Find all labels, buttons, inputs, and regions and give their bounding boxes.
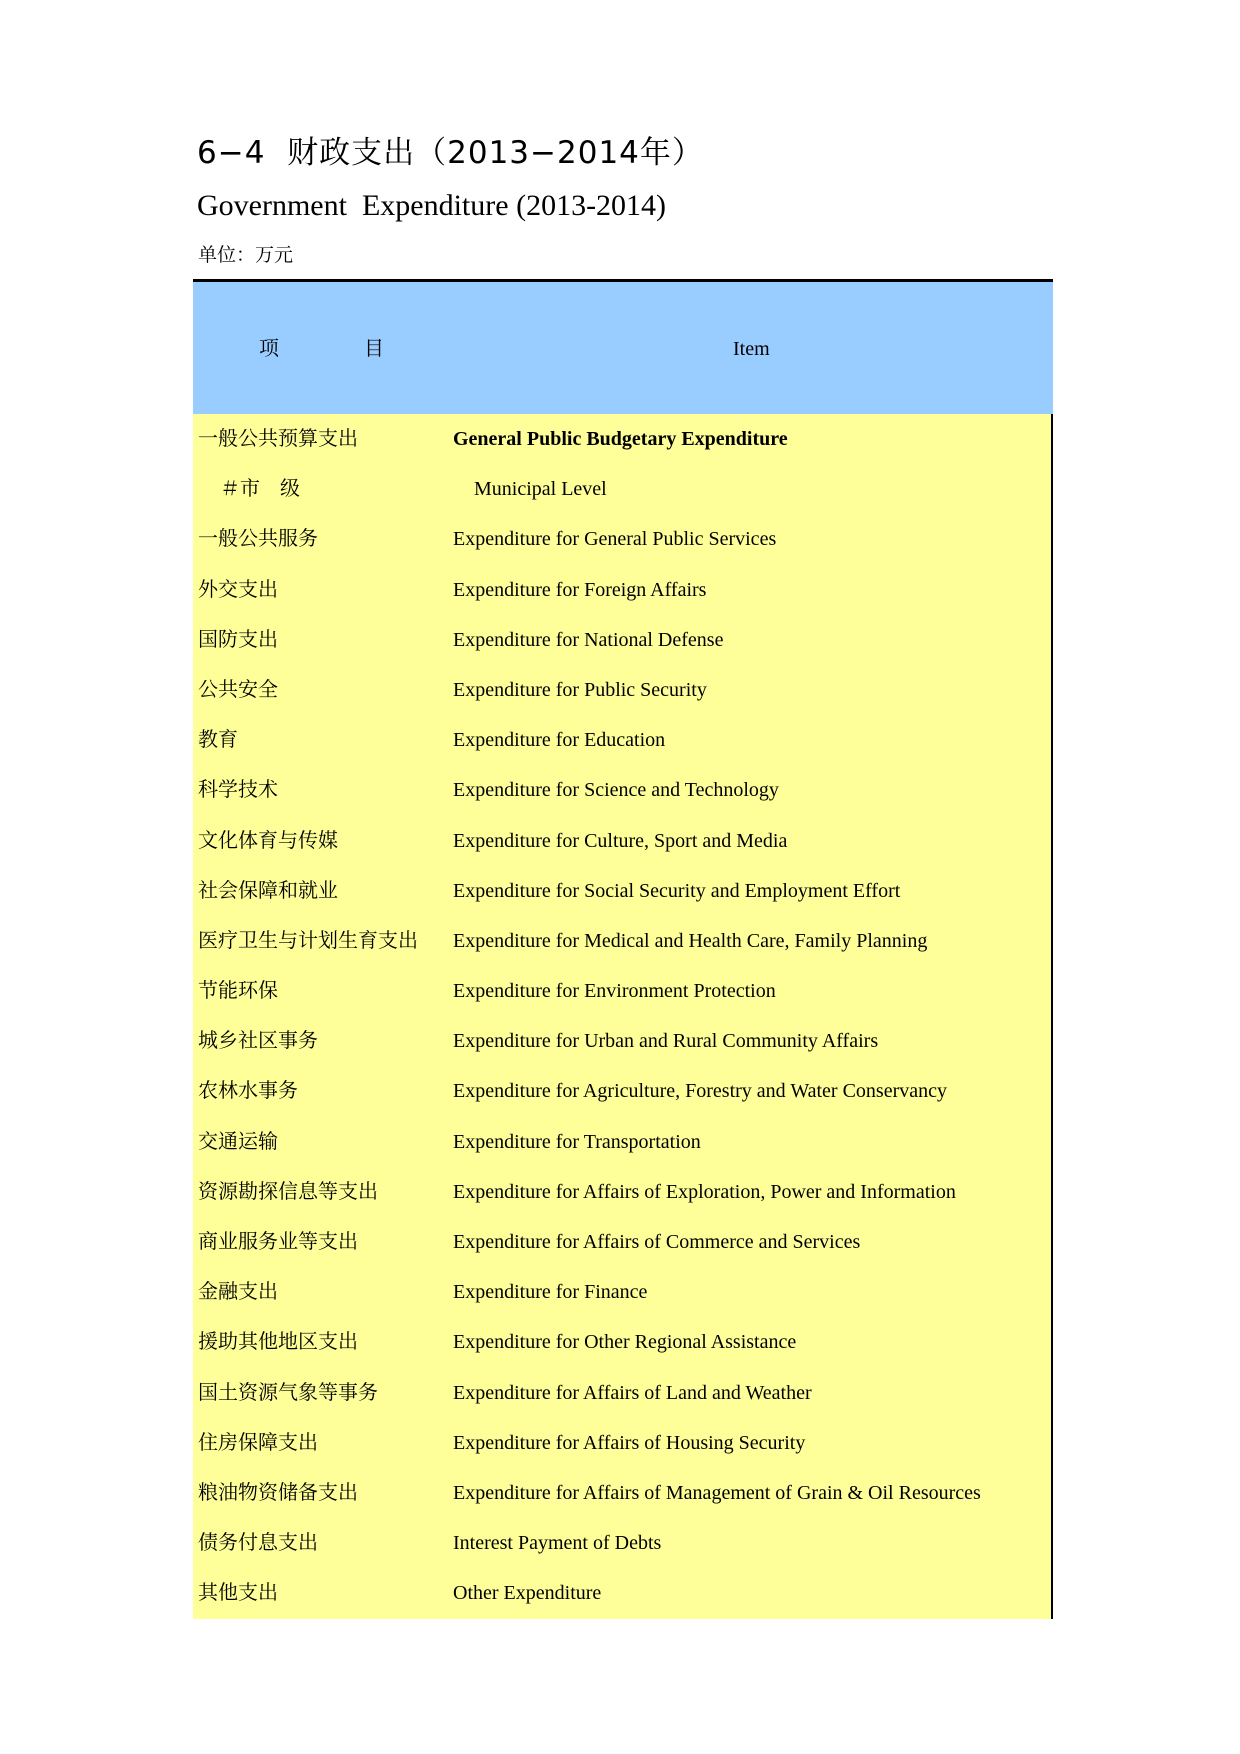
header-item-en: Item (733, 338, 770, 360)
table-header (193, 282, 1053, 414)
table-row (193, 1568, 1051, 1618)
row-label-cn: 文化体育与传媒 (198, 829, 338, 852)
row-label-en: Other Expenditure (453, 1582, 602, 1605)
row-label-cn: 资源勘探信息等支出 (198, 1180, 378, 1203)
row-label-cn: 住房保障支出 (198, 1431, 318, 1454)
row-label-cn: 农林水事务 (198, 1080, 298, 1103)
row-label-cn: 外交支出 (198, 578, 278, 601)
row-label-en: Expenditure for Affairs of Commerce and Services (453, 1231, 861, 1253)
page-title-en: Government Expenditure (2013-2014) (197, 189, 667, 222)
table-row (193, 1117, 1051, 1167)
table-row (193, 916, 1051, 966)
table-row (193, 715, 1051, 765)
expenditure-table (193, 279, 1053, 1619)
row-label-cn: 商业服务业等支出 (198, 1231, 358, 1253)
table-row (193, 464, 1051, 514)
page-title-cn: 6−4 财政支出（2013−2014年） (197, 135, 704, 171)
row-label-cn: 粮油物资储备支出 (198, 1481, 358, 1504)
header-item-cn-2: 目 (364, 338, 384, 360)
table-row (193, 966, 1051, 1016)
row-label-en: Expenditure for Foreign Affairs (453, 578, 707, 601)
row-label-cn: 一般公共服务 (198, 528, 318, 551)
table-row (193, 1016, 1051, 1066)
row-label-cn: 援助其他地区支出 (198, 1331, 358, 1354)
row-label-cn: 社会保障和就业 (198, 879, 338, 902)
row-label-cn: 医疗卫生与计划生育支出 (198, 929, 418, 952)
table-row (193, 665, 1051, 715)
table-row (193, 1468, 1051, 1518)
row-label-cn: 科学技术 (198, 779, 278, 802)
row-label-en: Expenditure for Agriculture, Forestry and Water Conservancy (453, 1080, 947, 1103)
table-row (193, 1418, 1051, 1468)
row-label-en: Expenditure for Environment Protection (453, 980, 776, 1003)
table-row (193, 1317, 1051, 1367)
table-row (193, 1217, 1051, 1267)
row-label-cn: 公共安全 (198, 678, 278, 701)
row-label-en: Interest Payment of Debts (453, 1532, 662, 1555)
row-label-en: Expenditure for National Defense (453, 628, 724, 651)
table-row (193, 1368, 1051, 1418)
row-label-en: Expenditure for Science and Technology (453, 779, 779, 802)
table-row (193, 414, 1051, 464)
row-label-en: Expenditure for Affairs of Exploration, Power and Information (453, 1180, 956, 1203)
row-label-cn: 国土资源气象等事务 (198, 1381, 378, 1404)
row-label-en: Expenditure for Affairs of Land and Weather (453, 1381, 812, 1404)
row-label-cn: 一般公共预算支出 (198, 428, 358, 450)
table-row (193, 514, 1051, 564)
table-row (193, 1167, 1051, 1217)
row-label-en: Expenditure for Education (453, 729, 666, 752)
row-label-en: Expenditure for Transportation (453, 1130, 701, 1153)
row-label-cn: 国防支出 (198, 628, 278, 651)
table-row (193, 615, 1051, 665)
row-label-cn: 金融支出 (198, 1281, 278, 1304)
row-label-en: Expenditure for Medical and Health Care, Family Planning (453, 929, 928, 952)
row-label-en: Expenditure for Finance (453, 1281, 648, 1304)
row-label-en: Expenditure for General Public Services (453, 528, 777, 551)
row-label-cn: 城乡社区事务 (198, 1030, 318, 1053)
row-label-cn: 债务付息支出 (198, 1532, 318, 1555)
row-label-cn: 交通运输 (198, 1130, 278, 1153)
row-label-cn: 教育 (198, 729, 238, 752)
row-label-en: Expenditure for Affairs of Management of Grain & Oil Resources (453, 1481, 981, 1504)
table-row (193, 1066, 1051, 1116)
table-row (193, 765, 1051, 815)
table-row (193, 565, 1051, 615)
table-body (193, 414, 1053, 1619)
row-label-en: Expenditure for Other Regional Assistance (453, 1331, 797, 1354)
header-item-cn-1: 项 (259, 338, 279, 360)
row-label-en: Expenditure for Urban and Rural Community Affairs (453, 1030, 879, 1053)
row-label-cn: 节能环保 (198, 980, 278, 1003)
row-label-en: Expenditure for Affairs of Housing Security (453, 1431, 806, 1454)
row-label-cn: ＃市 级 (220, 478, 300, 501)
table-row (193, 1267, 1051, 1317)
row-label-cn: 其他支出 (198, 1582, 278, 1605)
table-row (193, 816, 1051, 866)
table-row (193, 866, 1051, 916)
row-label-en: Expenditure for Public Security (453, 678, 707, 701)
row-label-en: Expenditure for Culture, Sport and Media (453, 829, 788, 852)
row-label-en: General Public Budgetary Expenditure (453, 428, 788, 450)
row-label-en: Municipal Level (474, 478, 607, 501)
row-label-en: Expenditure for Social Security and Employment Effort (453, 879, 901, 902)
table-row (193, 1518, 1051, 1568)
unit-label: 单位：万元 (198, 245, 294, 266)
